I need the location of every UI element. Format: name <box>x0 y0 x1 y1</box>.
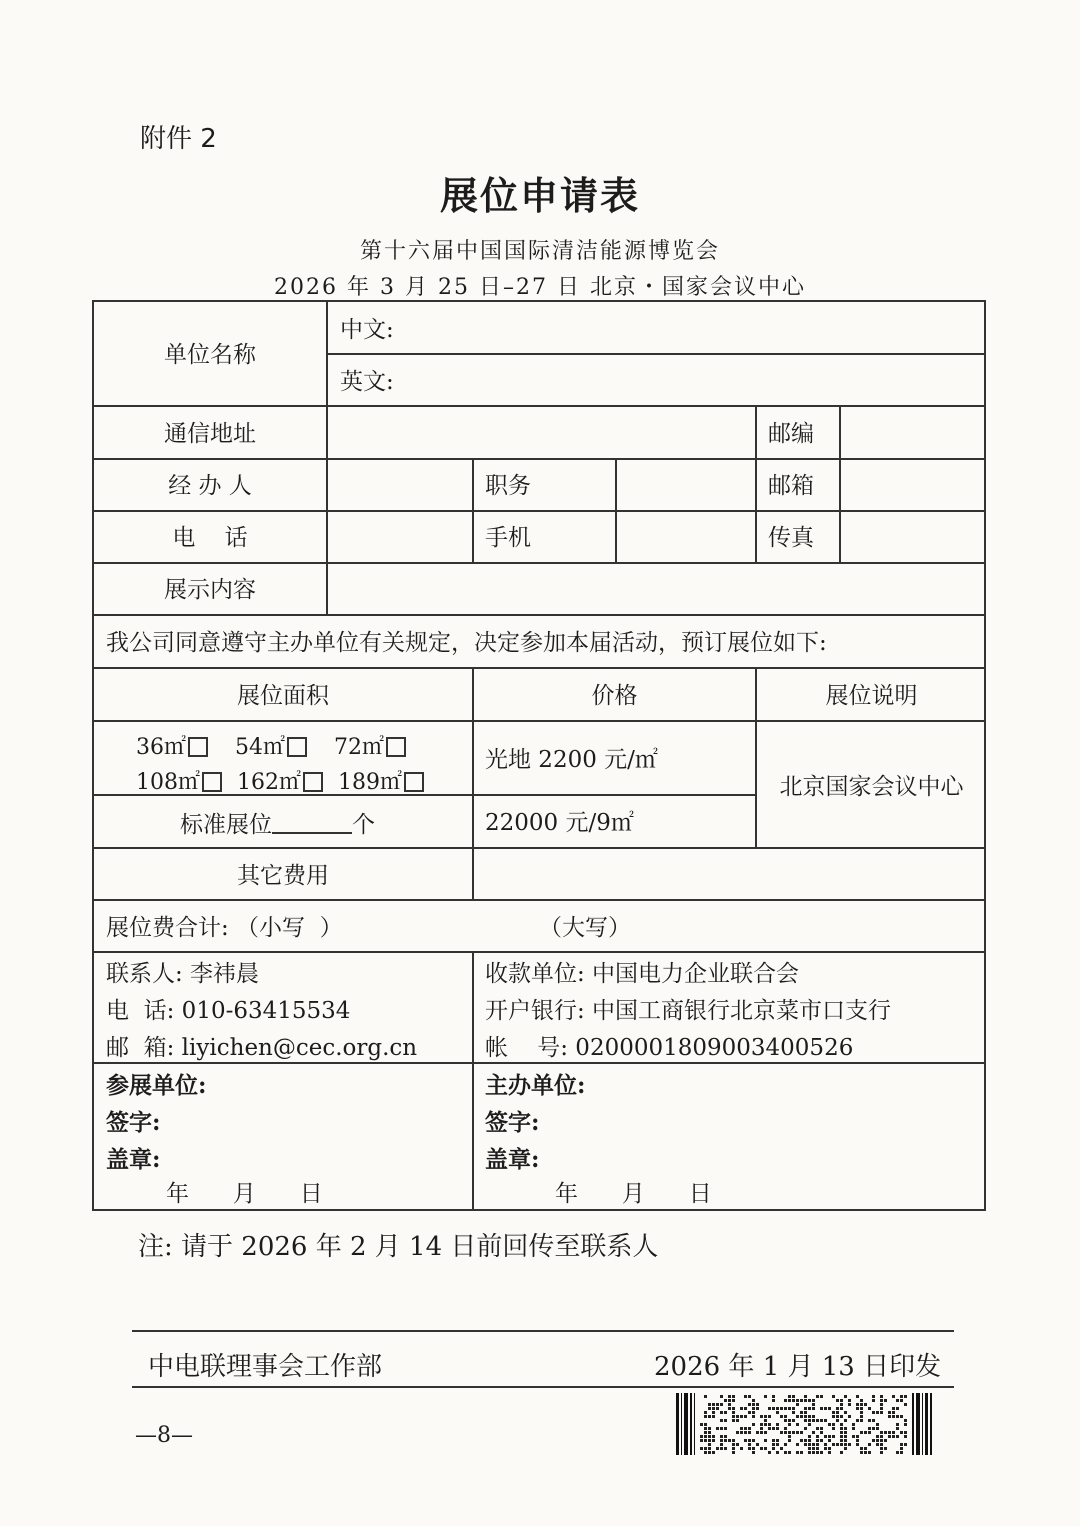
issue-date: 2026 年 1 月 13 日印发 <box>654 1352 942 1382</box>
address-label: 通信地址 <box>164 421 256 447</box>
col-booth-desc: 展位说明 <box>825 683 918 709</box>
contact-email: 邮 箱: liyichen@cec.org.cn <box>106 1035 418 1061</box>
col-price: 价格 <box>591 683 638 709</box>
unit-name-label: 单位名称 <box>164 342 256 368</box>
barcode-icon <box>676 1393 932 1455</box>
participant-date: 年 月 日 <box>166 1181 323 1207</box>
organizer-label: 主办单位: <box>485 1072 586 1099</box>
participant-sign-label: 签字: <box>106 1109 161 1136</box>
checkbox-162[interactable] <box>303 772 323 792</box>
area-option-162[interactable]: 162㎡ <box>237 770 331 795</box>
organizer-date: 年 月 日 <box>555 1181 712 1207</box>
position-label: 职务 <box>485 473 531 499</box>
phone-label: 电 话 <box>172 525 248 551</box>
page-number: —8— <box>135 1423 193 1448</box>
area-option-189[interactable]: 189㎡ <box>338 770 432 795</box>
checkbox-189[interactable] <box>404 772 424 792</box>
area-options-row-1 <box>136 730 414 761</box>
area-options-row-2 <box>136 765 432 796</box>
english-name-label: 英文: <box>340 369 394 395</box>
standard-booth <box>180 812 375 837</box>
page-title: 展位申请表 <box>439 173 640 218</box>
contact-phone: 电 话: 010-63415534 <box>106 998 351 1024</box>
area-option-72[interactable]: 72㎡ <box>334 735 414 760</box>
contact-person: 联系人: 李祎晨 <box>106 961 260 987</box>
col-booth-area: 展位面积 <box>237 683 329 709</box>
area-option-54[interactable]: 54㎡ <box>235 735 315 760</box>
organizer-seal-label: 盖章: <box>485 1146 540 1173</box>
footer-bottom-rule <box>132 1386 954 1388</box>
fax-label: 传真 <box>768 525 814 551</box>
area-option-36[interactable]: 36㎡ <box>136 735 216 760</box>
deadline-note: 注: 请于 2026 年 2 月 14 日前回传至联系人 <box>138 1232 659 1262</box>
issuer: 中电联理事会工作部 <box>148 1352 383 1382</box>
attachment-label: 附件 2 <box>140 124 217 154</box>
checkbox-36[interactable] <box>188 737 208 757</box>
standard-booth-price: 22000 元/9㎡ <box>485 810 634 836</box>
standard-booth-unit: 个 <box>352 812 375 838</box>
payee: 收款单位: 中国电力企业联合会 <box>485 961 800 987</box>
postcode-label: 邮编 <box>768 421 814 447</box>
organizer-sign-label: 签字: <box>485 1109 540 1136</box>
handler-label: 经 办 人 <box>168 473 252 499</box>
checkbox-54[interactable] <box>287 737 307 757</box>
raw-space-price: 光地 2200 元/㎡ <box>485 747 658 773</box>
total-fee-label: 展位费合计: （小写 ） <box>106 915 343 941</box>
area-option-108[interactable]: 108㎡ <box>136 770 230 795</box>
account-number: 帐 号: 0200001809003400526 <box>485 1035 854 1061</box>
participant-seal-label: 盖章: <box>106 1146 161 1173</box>
total-fee-upper-label: （大写） <box>539 915 631 941</box>
other-fees-label: 其它费用 <box>237 863 329 889</box>
mobile-label: 手机 <box>485 525 531 551</box>
chinese-name-label: 中文: <box>340 317 394 343</box>
footer-top-rule <box>132 1330 954 1332</box>
standard-booth-count-field[interactable] <box>272 812 352 834</box>
exhibit-content-label: 展示内容 <box>164 577 256 603</box>
event-name: 第十六届中国国际清洁能源博览会 <box>359 239 720 264</box>
participant-label: 参展单位: <box>106 1072 207 1099</box>
bank: 开户银行: 中国工商银行北京菜市口支行 <box>485 998 892 1024</box>
email-label: 邮箱 <box>768 473 814 499</box>
checkbox-108[interactable] <box>202 772 222 792</box>
booth-description: 北京国家会议中心 <box>779 774 964 800</box>
agreement-text: 我公司同意遵守主办单位有关规定，决定参加本届活动，预订展位如下: <box>106 630 827 656</box>
application-form <box>92 300 986 1211</box>
standard-booth-label: 标准展位 <box>180 812 272 838</box>
event-date-venue: 2026 年 3 月 25 日–27 日 北京・国家会议中心 <box>274 275 806 300</box>
checkbox-72[interactable] <box>386 737 406 757</box>
